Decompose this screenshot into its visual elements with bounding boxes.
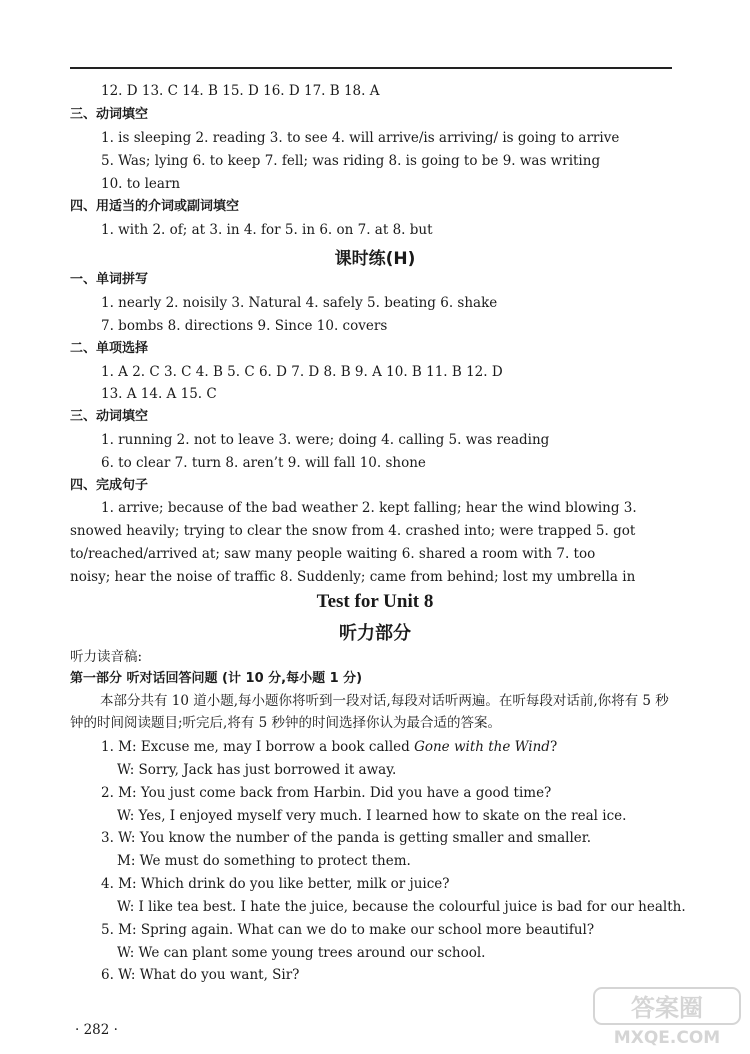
top-rule xyxy=(70,67,672,69)
answer-line: 1. nearly 2. noisily 3. Natural 4. safely 5. beating 6. shake xyxy=(101,295,498,311)
answer-line: noisy; hear the noise of traffic 8. Suddenly; came from behind; lost my umbrella in xyxy=(70,569,636,585)
dialogue-line xyxy=(101,738,557,756)
watermark-url: MXQE.COM xyxy=(613,1028,721,1048)
dialogue-line: M: We must do something to protect them. xyxy=(117,853,411,869)
answer-line: 10. to learn xyxy=(101,176,181,192)
section-heading: 一、单词拼写 xyxy=(70,272,149,287)
dialogue-line: W: We can plant some young trees around our school. xyxy=(117,945,486,961)
answer-line: snowed heavily; trying to clear the snow from 4. crashed into; were trapped 5. got xyxy=(70,523,636,539)
answer-line: 1. A 2. C 3. C 4. B 5. C 6. D 7. D 8. B 9. A 10. B 11. B 12. D xyxy=(101,364,503,380)
dialogue-line: 4. M: Which drink do you like better, milk or juice? xyxy=(101,876,450,892)
dialogue-line: W: I like tea best. I hate the juice, because the colourful juice is bad for our health. xyxy=(117,899,686,915)
answer-line: 5. Was; lying 6. to keep 7. fell; was riding 8. is going to be 9. was writing xyxy=(101,153,601,169)
dialogue-text: ? xyxy=(549,739,558,755)
section-heading: 四、用适当的介词或副词填空 xyxy=(70,199,240,214)
watermark-logo-icon xyxy=(592,986,742,1048)
dialogue-line: 5. M: Spring again. What can we do to make our school more beautiful? xyxy=(101,922,595,938)
answer-line: 1. running 2. not to leave 3. were; doing 4. calling 5. was reading xyxy=(101,432,550,448)
watermark-logo-text: 答案圈 xyxy=(631,994,703,1022)
dialogue-line: 3. W: You know the number of the panda is getting smaller and smaller. xyxy=(101,830,592,846)
dialogue-line: W: Yes, I enjoyed myself very much. I learned how to skate on the real ice. xyxy=(117,808,627,824)
dialogue-text: 1. M: Excuse me, may I borrow a book called xyxy=(101,739,415,755)
section-heading: 四、完成句子 xyxy=(70,478,149,493)
dialogue-line: W: Sorry, Jack has just borrowed it away. xyxy=(117,762,397,778)
lesson-h-title: 课时练(H) xyxy=(334,249,416,269)
answer-line: 1. is sleeping 2. reading 3. to see 4. will arrive/is arriving/ is going to arrive xyxy=(101,130,620,146)
book-title: Gone with the Wind xyxy=(414,739,550,755)
test-subtitle: 听力部分 xyxy=(339,623,411,644)
dialogue-line: 2. M: You just come back from Harbin. Did you have a good time? xyxy=(101,785,552,801)
section-heading: 三、动词填空 xyxy=(70,107,149,122)
section-heading: 三、动词填空 xyxy=(70,409,149,424)
page-number: · 282 · xyxy=(75,1022,118,1038)
mc-answers-line: 12. D 13. C 14. B 15. D 16. D 17. B 18. A xyxy=(101,83,380,99)
test-title: Test for Unit 8 xyxy=(316,591,434,612)
answer-line: 13. A 14. A 15. C xyxy=(101,386,217,402)
answer-line: 6. to clear 7. turn 8. aren’t 9. will fall 10. shone xyxy=(101,455,426,471)
answer-line: 1. arrive; because of the bad weather 2. kept falling; hear the wind blowing 3. xyxy=(101,500,637,516)
part1-heading: 第一部分 听对话回答问题 (计 10 分,每小题 1 分) xyxy=(70,671,363,686)
section-heading: 二、单项选择 xyxy=(70,341,149,356)
answer-line: 1. with 2. of; at 3. in 4. for 5. in 6. on 7. at 8. but xyxy=(101,222,433,238)
instructions-paragraph: 本部分共有 10 道小题,每小题你将听到一段对话,每段对话听两遍。在听每段对话前,你将有 5 秒钟的时间阅读题目;听完后,将有 5 秒钟的时间选择你认为最合适的答案。 xyxy=(70,693,669,731)
dialogue-line: 6. W: What do you want, Sir? xyxy=(101,967,300,983)
answer-line: to/reached/arrived at; saw many people waiting 6. shared a room with 7. too xyxy=(70,546,596,562)
answer-line: 7. bombs 8. directions 9. Since 10. covers xyxy=(101,318,388,334)
script-label: 听力读音稿: xyxy=(70,649,143,665)
